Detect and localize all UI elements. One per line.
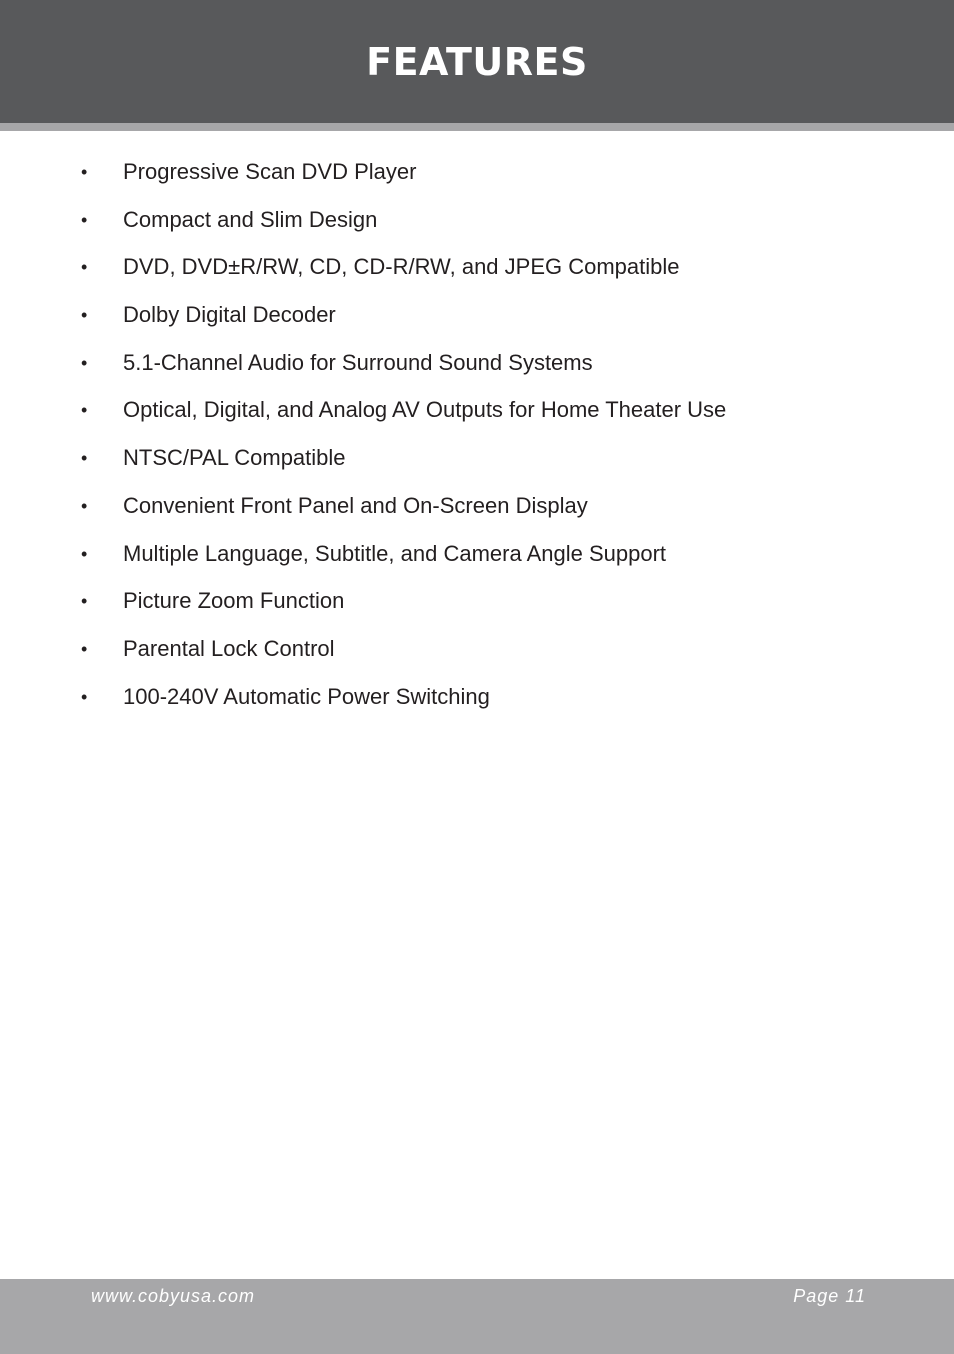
bullet-icon: •	[81, 448, 88, 469]
feature-text: 100-240V Automatic Power Switching	[123, 683, 490, 709]
feature-text: Convenient Front Panel and On-Screen Display	[123, 492, 588, 518]
list-item	[0, 196, 954, 244]
bullet-icon: •	[81, 257, 88, 278]
feature-text: Picture Zoom Function	[123, 588, 345, 614]
bullet-icon: •	[81, 352, 88, 373]
list-item	[0, 530, 954, 578]
feature-text: 5.1-Channel Audio for Surround Sound Systems	[123, 349, 593, 375]
bullet-icon: •	[81, 591, 88, 612]
list-item	[0, 243, 954, 291]
bullet-icon: •	[81, 305, 88, 326]
bullet-icon: •	[81, 543, 88, 564]
bullet-icon: •	[81, 400, 88, 421]
footer-url: www.cobyusa.com	[91, 1286, 256, 1306]
feature-text: Multiple Language, Subtitle, and Camera Angle Support	[123, 540, 667, 566]
page-number: Page 11	[793, 1286, 866, 1306]
bullet-icon: •	[81, 162, 88, 182]
bullet-icon: •	[81, 638, 88, 659]
header-divider	[0, 123, 954, 131]
feature-text: Progressive Scan DVD Player	[123, 159, 417, 184]
page-header	[0, 0, 954, 123]
bullet-icon: •	[81, 686, 88, 707]
page-footer	[0, 1279, 954, 1354]
list-item	[0, 339, 954, 387]
page-title: FEATURES	[366, 40, 588, 84]
list-item	[0, 386, 954, 434]
list-item	[0, 577, 954, 625]
feature-list	[0, 148, 954, 720]
bullet-icon: •	[81, 209, 88, 230]
list-item	[0, 148, 954, 196]
feature-text: Compact and Slim Design	[123, 206, 378, 232]
list-item	[0, 482, 954, 530]
list-item	[0, 625, 954, 673]
feature-text: NTSC/PAL Compatible	[123, 445, 346, 471]
list-item	[0, 434, 954, 482]
feature-text: Dolby Digital Decoder	[123, 302, 336, 328]
feature-text: Optical, Digital, and Analog AV Outputs for Home Theater Use	[123, 397, 727, 423]
bullet-icon: •	[81, 495, 88, 516]
list-item	[0, 673, 954, 721]
list-item	[0, 291, 954, 339]
feature-text: DVD, DVD±R/RW, CD, CD-R/RW, and JPEG Compatible	[123, 254, 680, 280]
feature-text: Parental Lock Control	[123, 635, 335, 661]
